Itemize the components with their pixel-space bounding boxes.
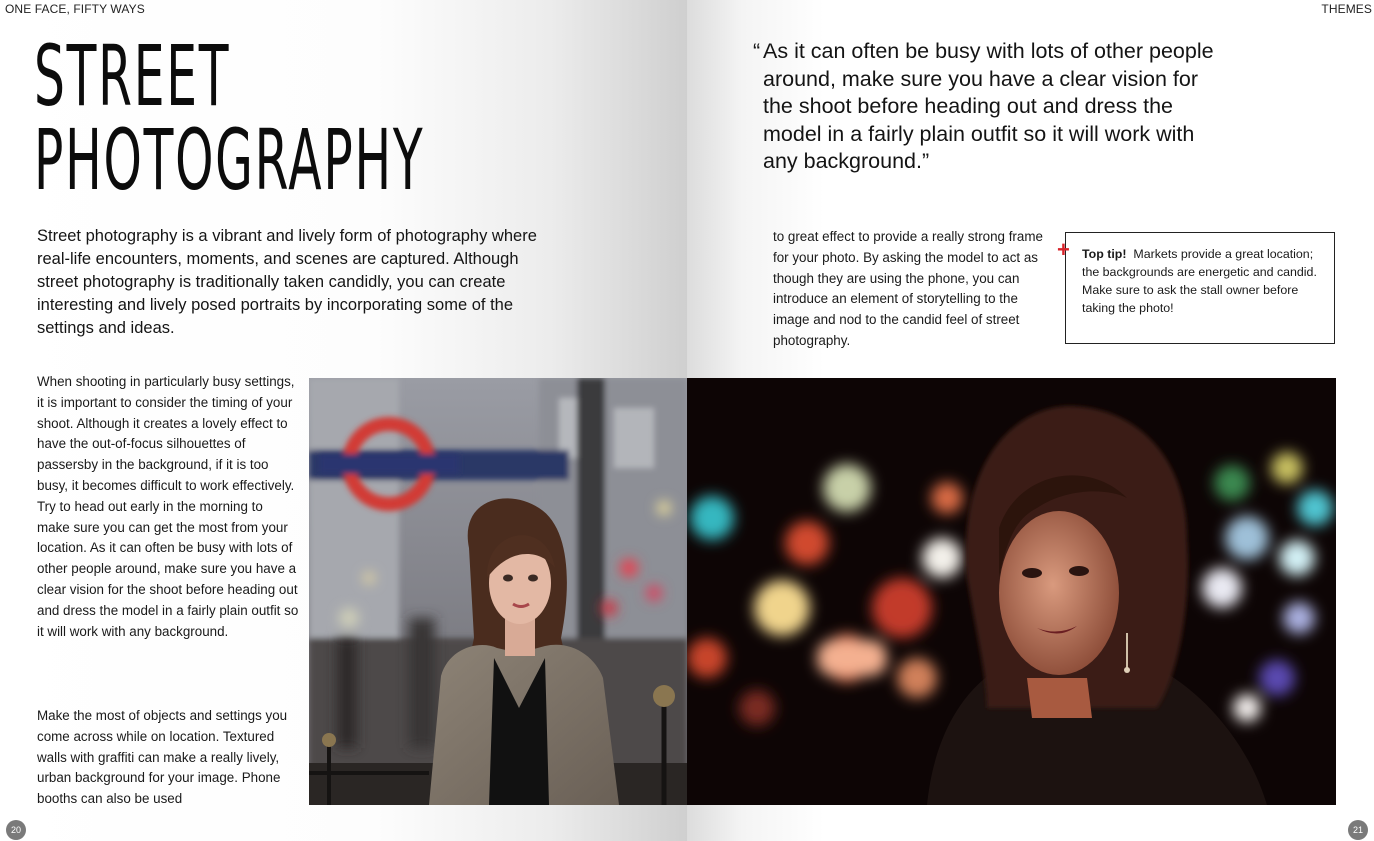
page-number-right: 21	[1348, 820, 1368, 840]
plus-icon: +	[1057, 237, 1070, 262]
page-number-left: 20	[6, 820, 26, 840]
top-tip-text	[1082, 245, 1322, 317]
night-portrait-illustration	[687, 378, 1336, 805]
running-head-right: THEMES	[1321, 2, 1372, 16]
continued-paragraph: to great effect to provide a really strong frame for your photo. By asking the model to act as though they are using the phone, you can introduce an element of storytelling to the image and nod to the candid feel of street photography.	[773, 229, 1043, 348]
top-tip-body: Markets provide a great location; the backgrounds are energetic and candid. Make sure to ask the stall owner before taking the photo!	[1082, 247, 1317, 315]
underground-portrait-illustration	[309, 378, 687, 805]
top-tip-label: Top tip!	[1082, 247, 1127, 261]
underground-portrait-photo	[309, 378, 687, 805]
night-portrait-photo	[687, 378, 1336, 805]
body-paragraph-2: Make the most of objects and settings you come across while on location. Textured walls with graffiti can make a really lively, urban background for your image. Phone booths can also be used	[37, 708, 288, 807]
pull-quote	[753, 38, 1233, 176]
running-head-left: ONE FACE, FIFTY WAYS	[5, 2, 145, 16]
pull-quote-text: As it can often be busy with lots of other people around, make sure you have a clear vision for the shoot before heading out and dress the model in a fairly plain outfit so it will work with any background.”	[763, 39, 1214, 174]
top-tip-box	[1057, 232, 1335, 344]
pull-quote-open-mark: “	[753, 39, 761, 63]
right-page	[687, 0, 1374, 841]
intro-paragraph: Street photography is a vibrant and lively form of photography where real-life encounters, moments, and scenes are captured. Although street photography is traditionally taken candidly, you can create interesting and lively posed portraits by incorporating some of the settings and ideas.	[37, 227, 537, 337]
title-line-2: PHOTOGRAPHY	[34, 111, 425, 209]
article-title	[34, 27, 425, 209]
body-paragraph-1: When shooting in particularly busy settings, it is important to consider the timing of your shoot. Although it creates a lovely effect to have the out-of-focus silhouettes of passersby in the background, if it is too busy, it becomes difficult to work effectively. Try to head out early in the morning to make sure you can get the most from your location. As it can often be busy with lots of other people around, make sure you have a clear vision for the shoot before heading out and dress the model in a fairly plain outfit so it will work with any background.	[37, 374, 299, 639]
title-line-1: STREET	[34, 27, 231, 125]
